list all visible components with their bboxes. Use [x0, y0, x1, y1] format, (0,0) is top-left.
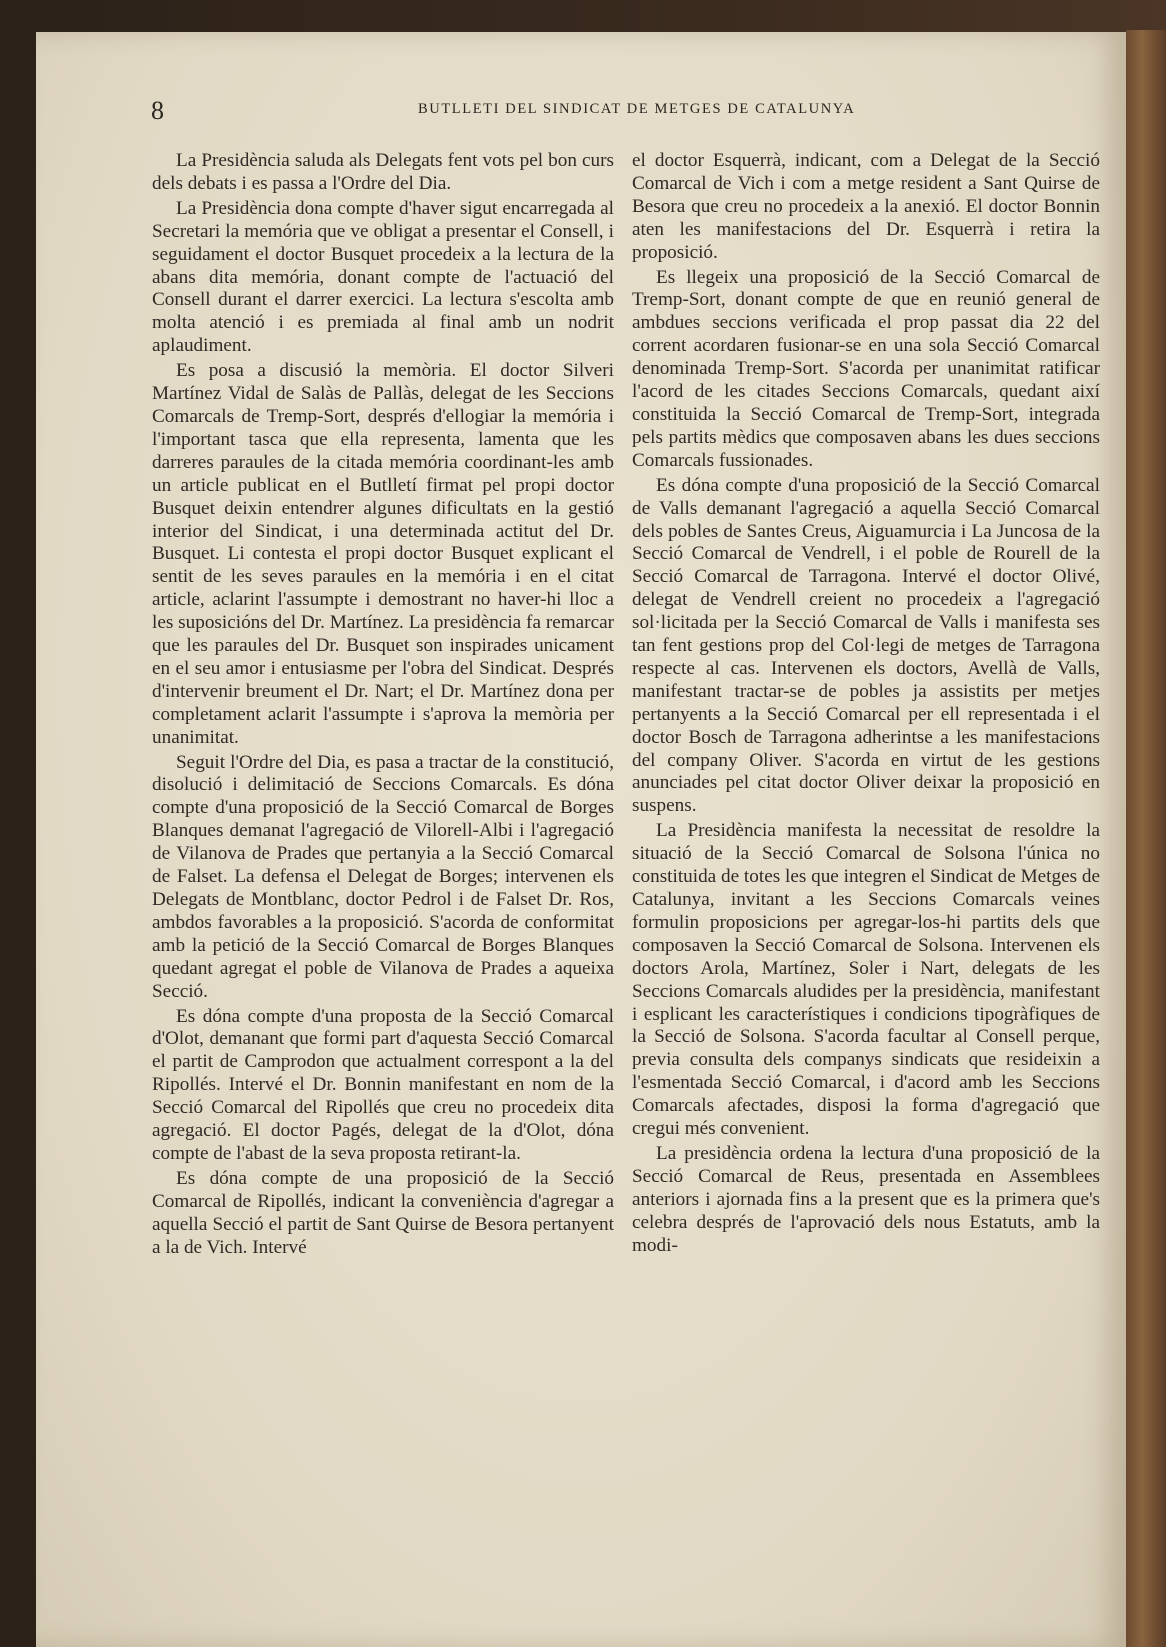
- book-spine: [1126, 30, 1166, 1647]
- running-title: BUTLLETI DEL SINDICAT DE METGES DE CATALUNYA: [418, 101, 856, 117]
- paragraph: Es llegeix una proposició de la Secció Comarcal de Tremp-Sort, donant compte de que en reunió general de ambdues seccions verificada el prop passat dia 22 del corrent acordaren fusionar-se en una sola Secció Comarcal denominada Tremp-Sort. S'acorda per unanimitat ratificar l'acord de les citades Seccions Comarcals, quedant així constituida la Secció Comarcal de Tremp-Sort, integrada pels partits mèdics que composaven abans les dues seccions Comarcals fussionades.: [632, 266, 1100, 471]
- page-number: 8: [151, 96, 164, 125]
- paragraph: Es posa a discusió la memòria. El doctor Silveri Martínez Vidal de Salàs de Pallàs, delegat de les Seccions Comarcals de Tremp-Sort, després d'ellogiar la memória i l'important tasca que ella representa, lamenta que les darreres paraules de la citada memória coordinant-les amb un article publicat en el Butlletí firmat pel propi doctor Busquet deixin entendrer algunes dificultats en la gestió interior del Sindicat, i una determinada actitut del Dr. Busquet. Li contesta el propi doctor Busquet explicant el sentit de les seves paraules en la memória i en el citat article, aclarint l'assumpte i demostrant no haver-hi lloc a les suposicións del Dr. Martínez. La presidència fa remarcar que les paraules del Dr. Busquet son inspirades unicament en el seu amor i entusiasme per l'obra del Sindicat. Després d'intervenir breument el Dr. Nart; el Dr. Martínez dona per completament aclarit l'assumpte i s'aprova la memòria per unanimitat.: [152, 360, 614, 748]
- paragraph: La Presidència manifesta la necessitat de resoldre la situació de la Secció Comarcal de Solsona l'única no constituida de totes les que integren el Sindicat de Metges de Catalunya, invitant a les Seccions Comarcals veines formulin proposicions per agregar-los-hi partits dels que composaven la Secció Comarcal de Solsona. Intervenen els doctors Arola, Martínez, Soler i Nart, delegats de les Seccions Comarcals aludides per la presidència, manifestant i esplicant les característiques i condicions tipogràfiques de la Secció de Solsona. S'acorda facultar al Consell perque, previa consulta dels companys sindicats que resideixin a l'esmentada Secció Comarcal, i d'acord amb les Seccions Comarcals afectades, disposi la forma d'agregació que cregui més convenient.: [632, 820, 1100, 1140]
- paragraph: Es dóna compte de una proposició de la Secció Comarcal de Ripollés, indicant la conveniència d'agregar a aquella Secció el partit de Sant Quirse de Besora pertanyent a la de Vich. Intervé: [152, 1167, 614, 1258]
- paragraph: Es dóna compte d'una proposició de la Secció Comarcal de Valls demanant l'agregació a aquella Secció Comarcal dels pobles de Santes Creus, Aiguamurcia i La Juncosa de la Secció Comarcal de Vendrell, i el poble de Rourell de la Secció Comarcal de Tarragona. Intervé el doctor Olivé, delegat de Vendrell creient no procedeix a l'agregació sol·licitada per la Secció Comarcal de Valls i manifesta ses tan fent gestions prop del Col·legi de metges de Tarragona respecte al cas. Intervenen els doctors, Avellà de Valls, manifestant tractar-se de pobles ja assistits per metjes pertanyents a la Secció Comarcal per ell representada i el doctor Bosch de Tarragona adherintse a les manifestacions del company Oliver. S'acorda en virtut de les gestions anunciades pel citat doctor Oliver deixar la proposició en suspens.: [632, 474, 1100, 817]
- right-column: [632, 150, 1100, 1260]
- paragraph-continuation: el doctor Esquerrà, indicant, com a Delegat de la Secció Comarcal de Vich i com a metge resident a Sant Quirse de Besora que creu no procedeix a la anexió. El doctor Bonnin aten les manifestacions del Dr. Esquerrà i retira la proposició.: [632, 150, 1100, 263]
- paragraph: Es dóna compte d'una proposta de la Secció Comarcal d'Olot, demanant que formi part d'aquesta Secció Comarcal el partit de Camprodon que actualment correspont a la del Ripollés. Intervé el Dr. Bonnin manifestant en nom de la Secció Comarcal del Ripollés que creu no procedeix dita agregació. El doctor Pagés, delegat de la d'Olot, dóna compte de l'abast de la seva proposta retirant-la.: [152, 1005, 614, 1164]
- left-column: [152, 150, 614, 1262]
- paragraph: La presidència ordena la lectura d'una proposició de la Secció Comarcal de Reus, presentada en Assemblees anteriors i ajornada fins a la present que es la primera que's celebra després de l'aprovació dels nous Estatuts, amb la modi-: [632, 1142, 1100, 1256]
- paragraph: La Presidència dona compte d'haver sigut encarregada al Secretari la memória que ve obligat a presentar el Consell, i seguidament el doctor Busquet procedeix a la lectura de la abans dita memória, donant compte de l'actuació del Consell durant el darrer exercici. La lectura s'escolta amb molta atenció i es premiada al final amb un nodrit aplaudiment.: [152, 197, 614, 357]
- paragraph: Seguit l'Ordre del Dia, es pasa a tractar de la constitució, disolució i delimitació de Seccions Comarcals. Es dóna compte d'una proposició de la Secció Comarcal de Borges Blanques demanat l'agregació de Vilorell-Albi i l'agregació de Vilanova de Prades que pertanyia a la Secció Comarcal de Falset. La defensa el Delegat de Borges; intervenen els Delegats de Montblanc, doctor Pedrol i de Falset Dr. Ros, ambdos favorables a la proposició. S'acorda de conformitat amb la petició de la Secció Comarcal de Borges Blanques quedant agregat el poble de Vilanova de Prades a aqueixa Secció.: [152, 751, 614, 1002]
- paragraph: La Presidència saluda als Delegats fent vots pel bon curs dels debats i es passa a l'Ordre del Dia.: [152, 150, 614, 194]
